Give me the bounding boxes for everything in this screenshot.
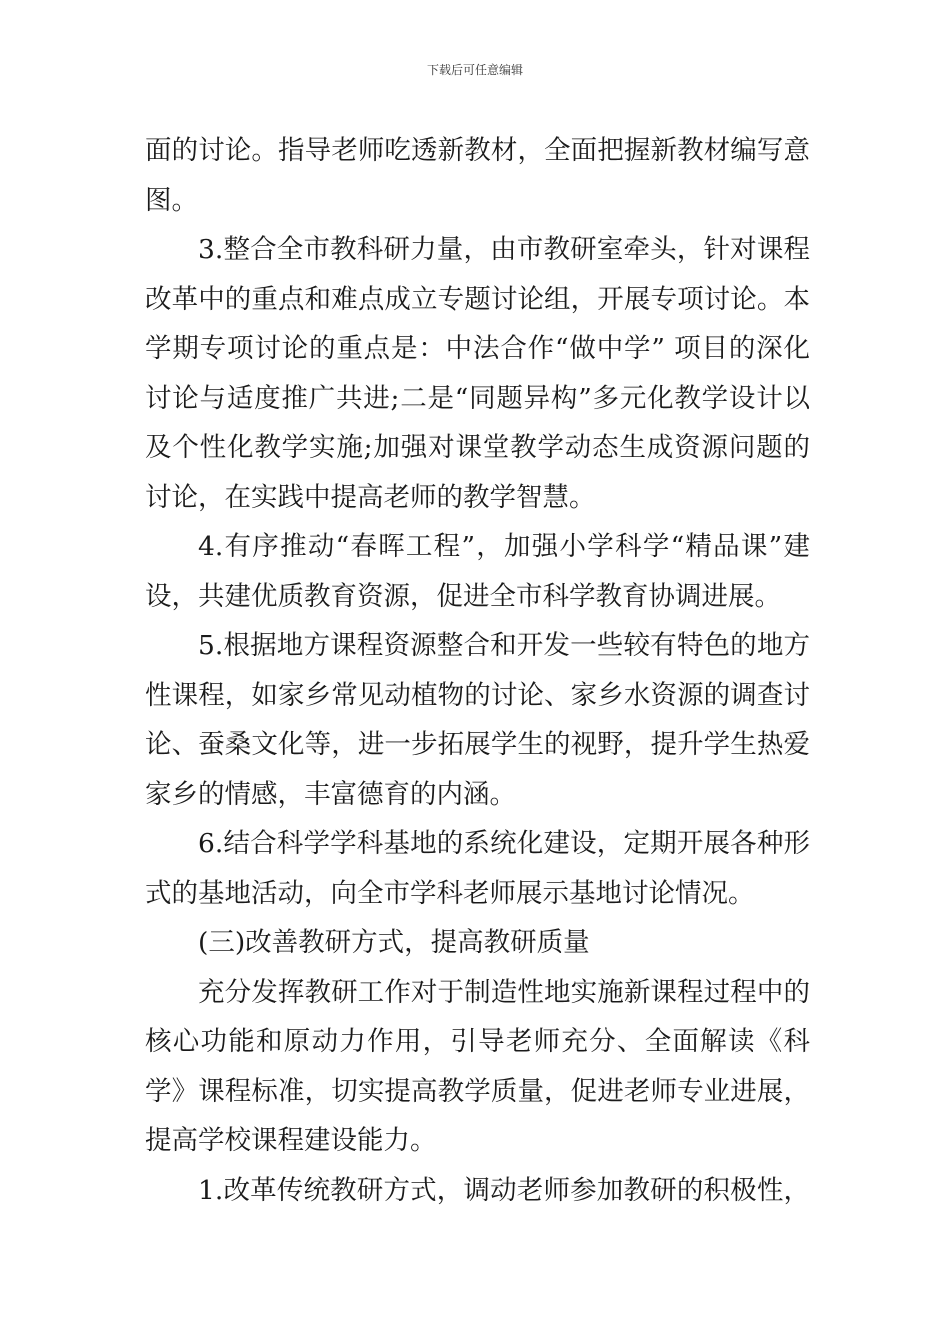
page-header: 下载后可任意编辑 [426,63,523,77]
paragraph-item-5: 5.根据地方课程资源整合和开发一些较有特色的地方性课程，如家乡常见动植物的讨论、家乡水资源的调查讨论、蚕桑文化等，进一步拓展学生的视野，提升学生热爱家乡的情感，丰富德育的内涵。 [145,630,810,810]
paragraph-item-3: 3.整合全市教科研力量，由市教研室牵头，针对课程改革中的重点和难点成立专题讨论组，开展专项讨论。本学期专项讨论的重点是：中法合作“做中学” 项目的深化讨论与适度推广共进;二是“同题异构”多元化教学设计以及个性化教学实施;加强对课堂教学动态生成资源问题的讨论，在实践中提高老师的教学智慧。 [145,234,810,513]
paragraph-item-4: 4.有序推动“春晖工程”，加强小学科学“精品课”建设，共建优质教育资源，促进全市科学教育协调进展。 [145,531,810,612]
document-body [145,126,810,1215]
section-heading: (三)改善教研方式，提高教研质量 [198,927,590,958]
paragraph-section-intro: 充分发挥教研工作对于制造性地实施新课程过程中的核心功能和原动力作用，引导老师充分、全面解读《科学》课程标准，切实提高教学质量，促进老师专业进展，提高学校课程建设能力。 [145,976,810,1156]
paragraph-item-6: 6.结合科学学科基地的系统化建设，定期开展各种形式的基地活动，向全市学科老师展示基地讨论情况。 [145,828,810,909]
paragraph-continuation: 面的讨论。指导老师吃透新教材，全面把握新教材编写意图。 [145,135,810,216]
paragraph-item-1: 1.改革传统教研方式，调动老师参加教研的积极性， [198,1174,810,1206]
